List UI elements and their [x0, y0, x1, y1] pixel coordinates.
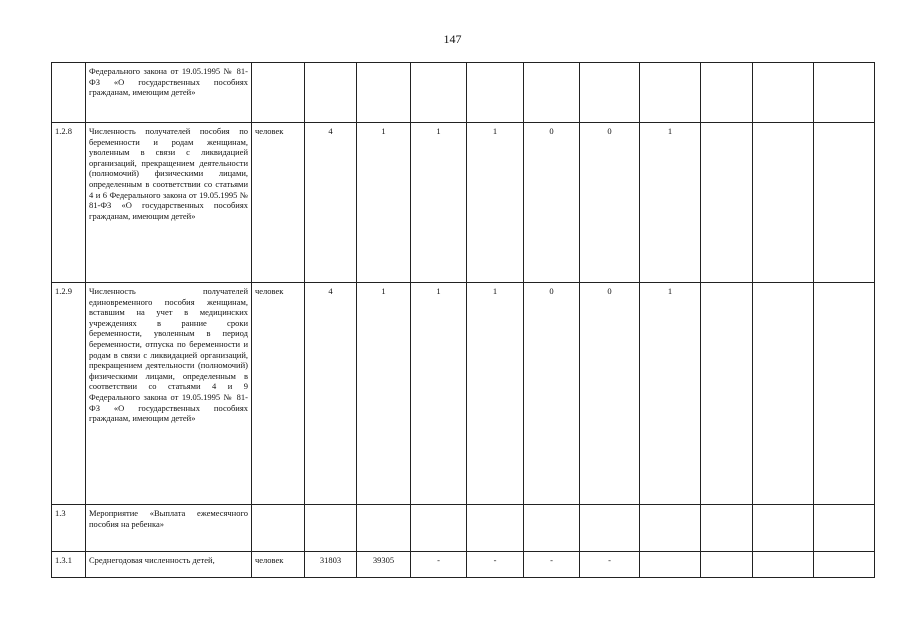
- table-row: [52, 63, 875, 123]
- value-cell: [753, 283, 814, 505]
- value-cell: [701, 505, 753, 552]
- row-number: 1.2.8: [52, 123, 86, 283]
- value-cell: 1: [640, 283, 701, 505]
- value-cell: 1: [467, 123, 524, 283]
- value-cell: [640, 505, 701, 552]
- page-number: 147: [443, 32, 462, 46]
- value-cell: [753, 505, 814, 552]
- row-number: 1.3.1: [52, 552, 86, 578]
- value-cell: [357, 63, 411, 123]
- value-cell: 4: [305, 283, 357, 505]
- value-cell: [305, 505, 357, 552]
- value-cell: -: [467, 552, 524, 578]
- value-cell: [814, 123, 875, 283]
- row-description: Мероприятие «Выплата ежемесячного пособия на ребенка»: [86, 505, 252, 552]
- value-cell: 31803: [305, 552, 357, 578]
- value-cell: 4: [305, 123, 357, 283]
- value-cell: [814, 505, 875, 552]
- row-unit: [252, 505, 305, 552]
- row-number: [52, 63, 86, 123]
- value-cell: [411, 63, 467, 123]
- value-cell: 0: [524, 123, 580, 283]
- row-unit: человек: [252, 283, 305, 505]
- row-unit: человек: [252, 552, 305, 578]
- row-description: Среднегодовая численность детей,: [86, 552, 252, 578]
- value-cell: [701, 123, 753, 283]
- value-cell: [814, 63, 875, 123]
- value-cell: 1: [357, 123, 411, 283]
- value-cell: [753, 123, 814, 283]
- value-cell: -: [524, 552, 580, 578]
- value-cell: 0: [580, 283, 640, 505]
- value-cell: -: [411, 552, 467, 578]
- row-description: Численность получателей единовременного пособия женщинам, вставшим на учет в медицинских учреждениях в ранние сроки беременности, уволенным в период беременности, отпуска по беременности и родам в связи с ликвидацией организаций, прекращением деятельности (полномочий) физическими лицами, определенным в соответствии со статьями 4 и 9 Федерального закона от 19.05.1995 № 81-ФЗ «О государственных пособиях гражданам, имеющим детей»: [86, 283, 252, 505]
- value-cell: [467, 63, 524, 123]
- value-cell: 1: [467, 283, 524, 505]
- value-cell: [305, 63, 357, 123]
- value-cell: 1: [411, 123, 467, 283]
- table-row: [52, 283, 875, 505]
- value-cell: [640, 552, 701, 578]
- row-description: Федерального закона от 19.05.1995 № 81-ФЗ «О государственных пособиях гражданам, имеющим детей»: [86, 63, 252, 123]
- value-cell: 1: [411, 283, 467, 505]
- value-cell: 0: [580, 123, 640, 283]
- value-cell: [524, 505, 580, 552]
- value-cell: [357, 505, 411, 552]
- value-cell: [580, 63, 640, 123]
- value-cell: [814, 283, 875, 505]
- value-cell: [701, 552, 753, 578]
- table-row: [52, 505, 875, 552]
- value-cell: [524, 63, 580, 123]
- value-cell: 0: [524, 283, 580, 505]
- row-unit: [252, 63, 305, 123]
- table-row: [52, 123, 875, 283]
- value-cell: [753, 63, 814, 123]
- row-number: 1.2.9: [52, 283, 86, 505]
- value-cell: [467, 505, 524, 552]
- value-cell: [580, 505, 640, 552]
- value-cell: [411, 505, 467, 552]
- value-cell: [814, 552, 875, 578]
- row-description: Численность получателей пособия по беременности и родам женщинам, уволенным в связи с ликвидацией организаций, прекращением деятельности (полномочий) физическими лицами, определенным в соответствии со статьями 4 и 6 Федерального закона от 19.05.1995 № 81-ФЗ «О государственных пособиях гражданам, имеющим детей»: [86, 123, 252, 283]
- indicators-table: [51, 62, 875, 578]
- row-number: 1.3: [52, 505, 86, 552]
- table-row: [52, 552, 875, 578]
- value-cell: [753, 552, 814, 578]
- value-cell: 1: [357, 283, 411, 505]
- value-cell: 39305: [357, 552, 411, 578]
- value-cell: [701, 283, 753, 505]
- value-cell: [640, 63, 701, 123]
- value-cell: -: [580, 552, 640, 578]
- row-unit: человек: [252, 123, 305, 283]
- value-cell: 1: [640, 123, 701, 283]
- value-cell: [701, 63, 753, 123]
